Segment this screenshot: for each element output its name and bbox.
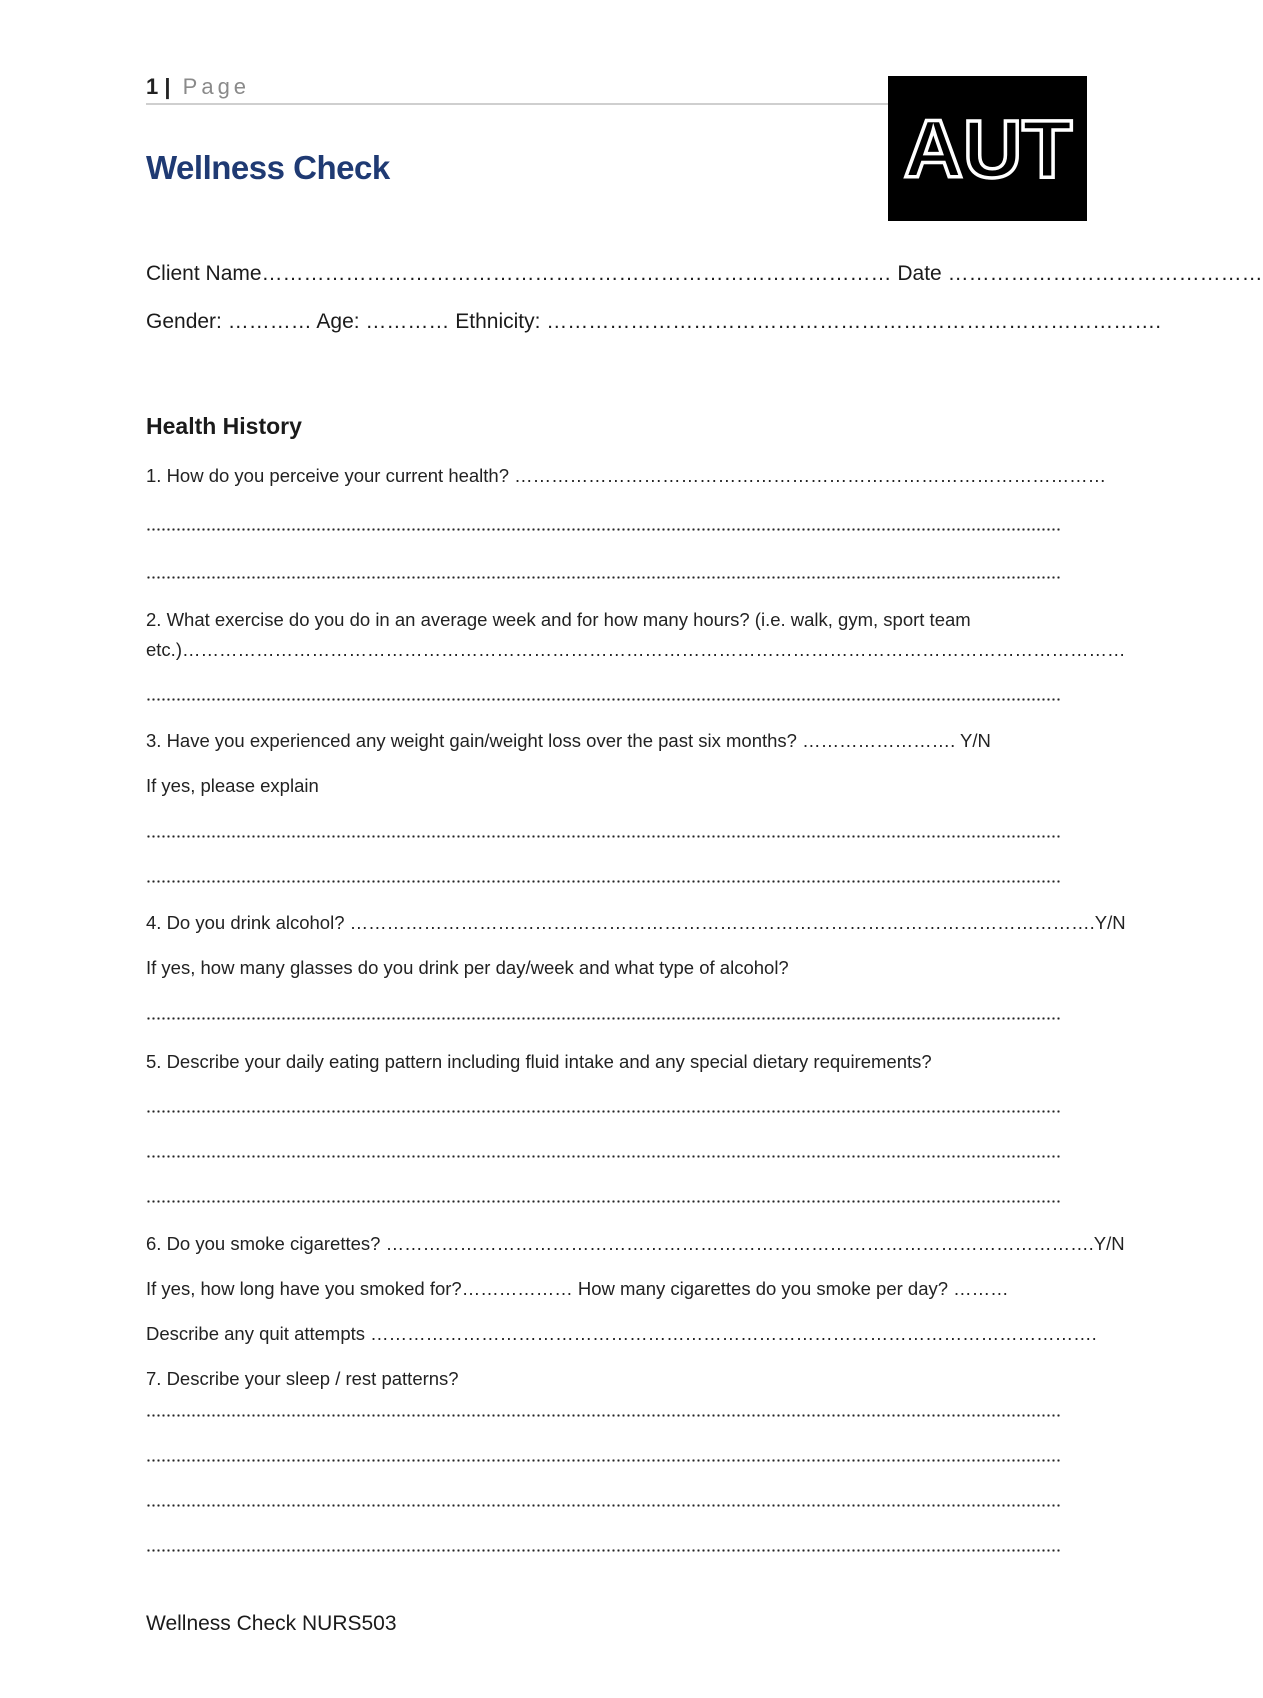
client-name-date-row[interactable]: Client Name……………………………………………………………………………… Date ………………………………………	[146, 262, 1263, 285]
section-heading-health-history: Health History	[146, 413, 302, 439]
question-4: 4. Do you drink alcohol? ………………………………………………………………………………………………………….Y/N	[146, 912, 1126, 933]
answer-line[interactable]	[146, 576, 1060, 579]
answer-line[interactable]	[146, 880, 1060, 883]
header-rule	[146, 103, 894, 105]
answer-line[interactable]	[146, 1504, 1060, 1507]
question-6-followup-duration: If yes, how long have you smoked for?……………… How many cigarettes do you smoke per day? ………	[146, 1278, 1009, 1299]
answer-line[interactable]	[146, 1017, 1060, 1020]
gender-age-ethnicity-row[interactable]: Gender: ………… Age: ………… Ethnicity: …………………………………………………………………………….	[146, 310, 1162, 333]
question-5: 5. Describe your daily eating pattern including fluid intake and any special dietary requirements?	[146, 1051, 932, 1072]
answer-line[interactable]	[146, 1459, 1060, 1462]
answer-line[interactable]	[146, 835, 1060, 838]
answer-line[interactable]	[146, 698, 1060, 701]
answer-line[interactable]	[146, 1110, 1060, 1113]
page-title: Wellness Check	[146, 149, 390, 186]
footer: Wellness Check NURS503	[146, 1612, 397, 1635]
question-6: 6. Do you smoke cigarettes? …………………………………………………………………………………………………….Y/N	[146, 1233, 1125, 1254]
question-2: 2. What exercise do you do in an average week and for how many hours? (i.e. walk, gym, sport team	[146, 609, 971, 630]
page-number	[146, 74, 250, 100]
question-1: 1. How do you perceive your current health? ……………………………………………………………………………………	[146, 465, 1107, 486]
question-3: 3. Have you experienced any weight gain/weight loss over the past six months? ……………………. Y/N	[146, 730, 991, 751]
aut-logo	[888, 76, 1087, 221]
question-6-followup-quit: Describe any quit attempts ……………………………………………………………………………………………………….	[146, 1323, 1097, 1344]
aut-logo-text: AUT	[903, 103, 1072, 195]
answer-line[interactable]	[146, 1414, 1060, 1417]
page-word: Page	[182, 74, 251, 99]
question-4-followup: If yes, how many glasses do you drink per day/week and what type of alcohol?	[146, 957, 789, 978]
answer-line[interactable]	[146, 1155, 1060, 1158]
answer-line[interactable]	[146, 528, 1060, 531]
aut-logo-mark	[903, 103, 1072, 195]
page-number-value: 1	[146, 74, 159, 99]
question-3-followup: If yes, please explain	[146, 775, 319, 796]
question-2-continued: etc.)………………………………………………………………………………………………………………………………………	[146, 639, 1126, 660]
page-number-separator: |	[164, 74, 171, 99]
answer-line[interactable]	[146, 1549, 1060, 1552]
question-7: 7. Describe your sleep / rest patterns?	[146, 1368, 459, 1389]
answer-line[interactable]	[146, 1200, 1060, 1203]
